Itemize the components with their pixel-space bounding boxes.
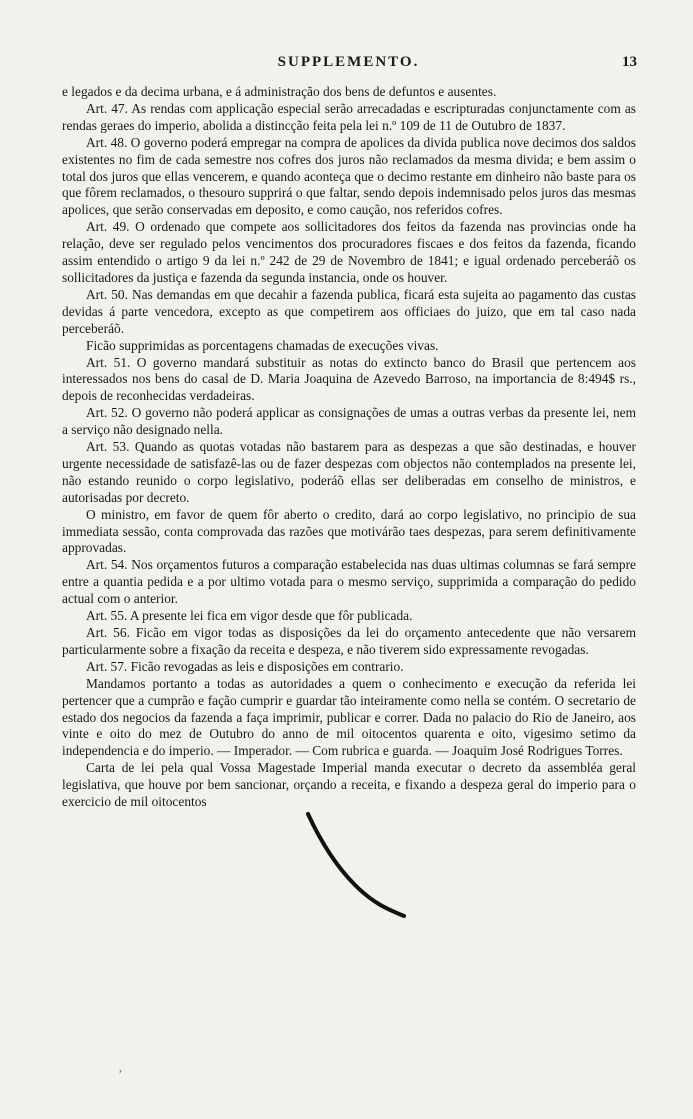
stray-mark: ʼ [118,1068,123,1083]
paragraph-art-48: Art. 48. O governo poderá empregar na compra de apolices da divida publica nove decimos dos saldos existentes no fim de cada semestre nos cofres dos juros não reclamados da mesma divida; e bem assim o total dos juros que ellas vencerem, e quando aconteça que o decimo restante em dinheiro não baste para os que fôrem reclamados, o thesouro supprirá o que faltar, sendo depois indemnisado pelos juros das mesmas apolices, que serão conservadas em deposito, e como caução, nos referidos cofres. [62,134,636,218]
paragraph-art-49: Art. 49. O ordenado que compete aos sollicitadores dos feitos da fazenda nas provincias onde ha relação, deve ser regulado pelos vencimentos dos procuradores fiscaes e dos feitos da fazenda, ficando assim entendido o artigo 9 da lei n.º 242 de 29 de Novembro de 1841; e igual ordenado perceberáõ os sollicitadores da justiça e fazenda da segunda instancia, onde os houver. [62,219,636,285]
running-title: SUPPLEMENTO. [277,54,420,70]
paragraph: e legados e da decima urbana, e á administração dos bens de defuntos e ausentes. [62,84,497,99]
paragraph-art-54: Art. 54. Nos orçamentos futuros a comparação estabelecida nas duas ultimas columnas se fará sempre entre a quantia pedida e a por ultimo votada para o mesmo serviço, supprimida a comparação do pedido actual com o anterior. [62,557,636,607]
paragraph: Ficão supprimidas as porcentagens chamadas de execuções vivas. [86,337,439,353]
paragraph: O ministro, em favor de quem fôr aberto o credito, dará ao corpo legislativo, no principio de sua immediata sessão, conta comprovada das razões que motivárão taes despezas, para serem definitivamente approvadas. [62,506,636,556]
page-header [60,54,637,76]
paragraph-art-52: Art. 52. O governo não poderá applicar as consignações de umas a outras verbas da presente lei, nem a serviço não designado nella. [62,405,636,438]
ink-stroke-mark [300,810,410,920]
paragraph-art-56: Art. 56. Ficão em vigor todas as disposições da lei do orçamento antecedente que não versarem particularmente sobre a fixação da receita e despeza, e não tiverem sido expressamente revogadas. [62,625,636,657]
paragraph-art-50: Art. 50. Nas demandas em que decahir a fazenda publica, ficará esta sujeita ao pagamento das custas devidas á parte vencedora, excepto as que competirem aos officiaes do juizo, que em tal caso nada perceberáõ. [62,286,636,336]
paragraph-art-53: Art. 53. Quando as quotas votadas não bastarem para as despezas a que são destinadas, e houver urgente necessidade de satisfazê-las ou de fazer despezas com objectos não contemplados na presente lei, não estando reunido o corpo legislativo, poderáõ ellas ser deliberadas em conselho de ministros, e autorisadas por decreto. [62,439,636,505]
paragraph-promulgation: Mandamos portanto a todas as autoridades a quem o conhecimento e execução da referida lei pertencer que a cumprão e fação cumprir e guardar tão inteiramente como nella se contém. O secretario de estado dos negocios da fazenda a faça imprimir, publicar e correr. Dada no palacio do Rio de Janeiro, aos vinte e oito do mez de Outubro do anno de mil oitocentos quarenta e oito, vigesimo setimo da independencia e do imperio. — Imperador. — Com rubrica e guarda. — Joaquim José Rodrigues Torres. [62,675,636,759]
paragraph-art-57: Art. 57. Ficão revogadas as leis e disposições em contrario. [86,658,404,674]
paragraph-art-55: Art. 55. A presente lei fica em vigor desde que fôr publicada. [86,608,413,624]
paragraph-art-51: Art. 51. O governo mandará substituir as notas do extincto banco do Brasil que pertencem aos interessados nos bens do casal de D. Maria Joaquina de Azevedo Barroso, na importancia de 8:494$ rs., depois de reconhecidas verdadeiras. [62,354,636,404]
paragraph-art-47: Art. 47. As rendas com applicação especial serão arrecadadas e escripturadas conjunctamente com as rendas geraes do imperio, abolida a distincção feita pela lei n.º 109 de 11 de Outubro de 1837. [62,100,636,133]
paragraph-carta-de-lei: Carta de lei pela qual Vossa Magestade Imperial manda executar o decreto da assembléa geral legislativa, que houve por bem sancionar, orçando a receita, e fixando a despeza geral do imperio para o exercicio de mil oitocentos [62,760,636,810]
body-text [62,84,636,811]
page-number: 13 [622,54,637,70]
